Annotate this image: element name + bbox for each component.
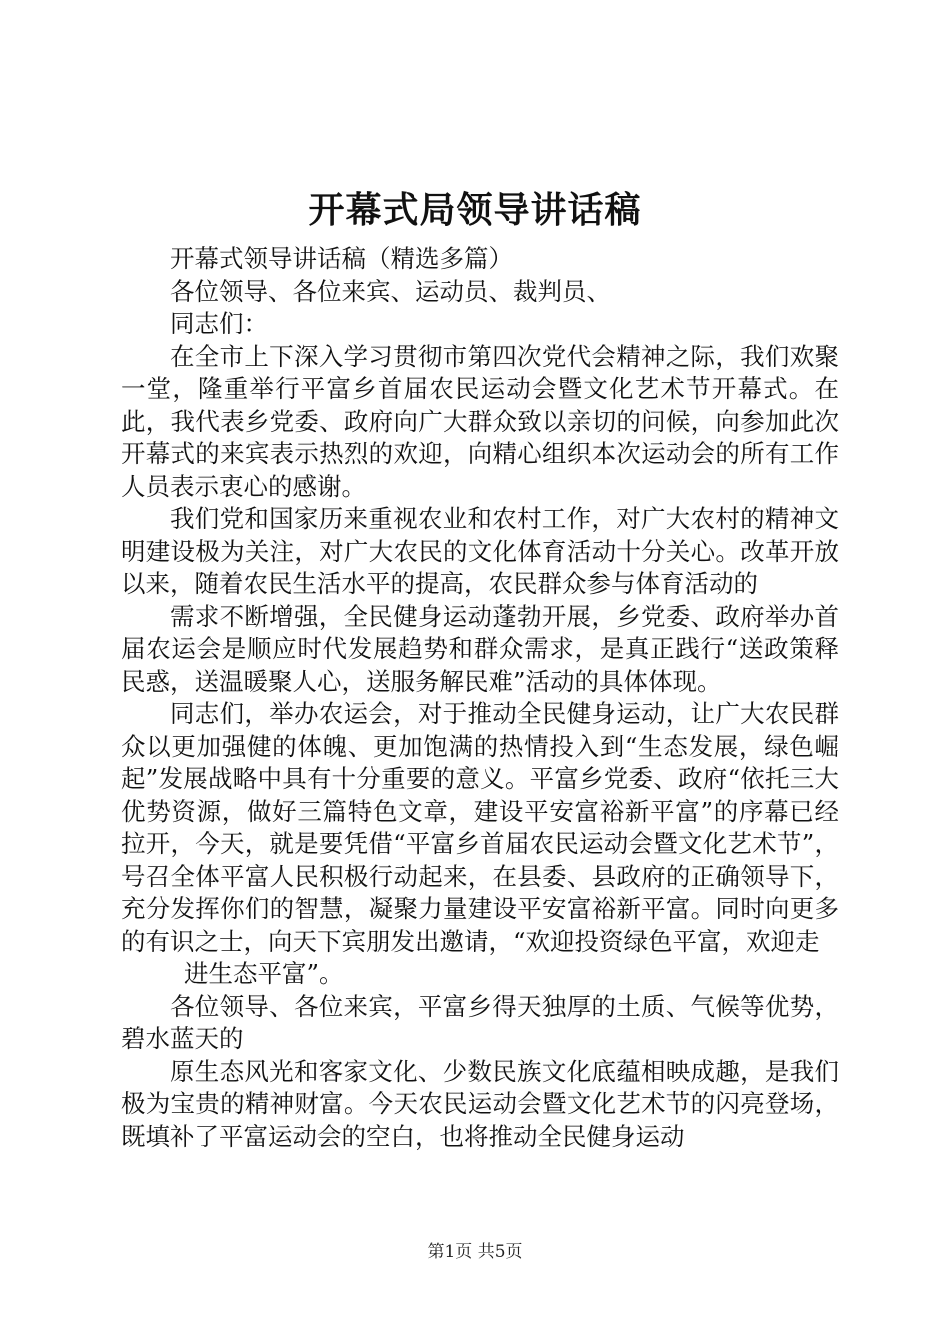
document-body (121, 243, 839, 1153)
paragraph: 我们党和国家历来重视农业和农村工作，对广大农村的精神文明建设极为关注，对广大农民的文化体育活动十分关心。改革开放以来，随着农民生活水平的提高，农民群众参与体育活动的 (121, 504, 839, 598)
paragraph-salutation: 各位领导、各位来宾、运动员、裁判员、 (170, 276, 611, 306)
paragraph: 同志们，举办农运会，对于推动全民健身运动，让广大农民群众以更加强健的体魄、更加饱满的热情投入到“生态发展，绿色崛起”发展战略中具有十分重要的意义。平富乡党委、政府“依托三大优势资源，做好三篇特色文章，建设平安富裕新平富”的序幕已经拉开，今天，就是要凭借“平富乡首届农民运动会暨文化艺术节”，号召全体平富人民积极行动起来，在县委、县政府的正确领导下，充分发挥你们的智慧，凝聚力量建设平安富裕新平富。同时向更多的有识之士，向天下宾朋发出邀请，“欢迎投资绿色平富，欢迎走 (121, 699, 839, 956)
document-title: 开幕式局领导讲话稿 (308, 189, 642, 231)
paragraph: 在全市上下深入学习贯彻市第四次党代会精神之际，我们欢聚一堂，隆重举行平富乡首届农民运动会暨文化艺术节开幕式。在此，我代表乡党委、政府向广大群众致以亲切的问候，向参加此次开幕式的来宾表示热烈的欢迎，向精心组织本次运动会的所有工作人员表示衷心的感谢。 (121, 341, 839, 501)
page-number-footer: 第1页 共5页 (427, 1242, 523, 1262)
paragraph: 进生态平富”。 (184, 959, 344, 988)
paragraph-salutation-2: 同志们： (170, 309, 268, 338)
paragraph: 各位领导、各位来宾，平富乡得天独厚的土质、气候等优势，碧水蓝天的 (121, 991, 839, 1053)
paragraph: 原生态风光和客家文化、少数民族文化底蕴相映成趣，是我们极为宝贵的精神财富。今天农民运动会暨文化艺术节的闪亮登场，既填补了平富运动会的空白，也将推动全民健身运动 (121, 1056, 839, 1151)
paragraph-subtitle: 开幕式领导讲话稿（精选多篇） (170, 244, 513, 273)
paragraph: 需求不断增强，全民健身运动蓬勃开展，乡党委、政府举办首届农运会是顺应时代发展趋势和群众需求，是真正践行“送政策释民惑，送温暖聚人心，送服务解民难”活动的具体体现。 (121, 601, 839, 696)
